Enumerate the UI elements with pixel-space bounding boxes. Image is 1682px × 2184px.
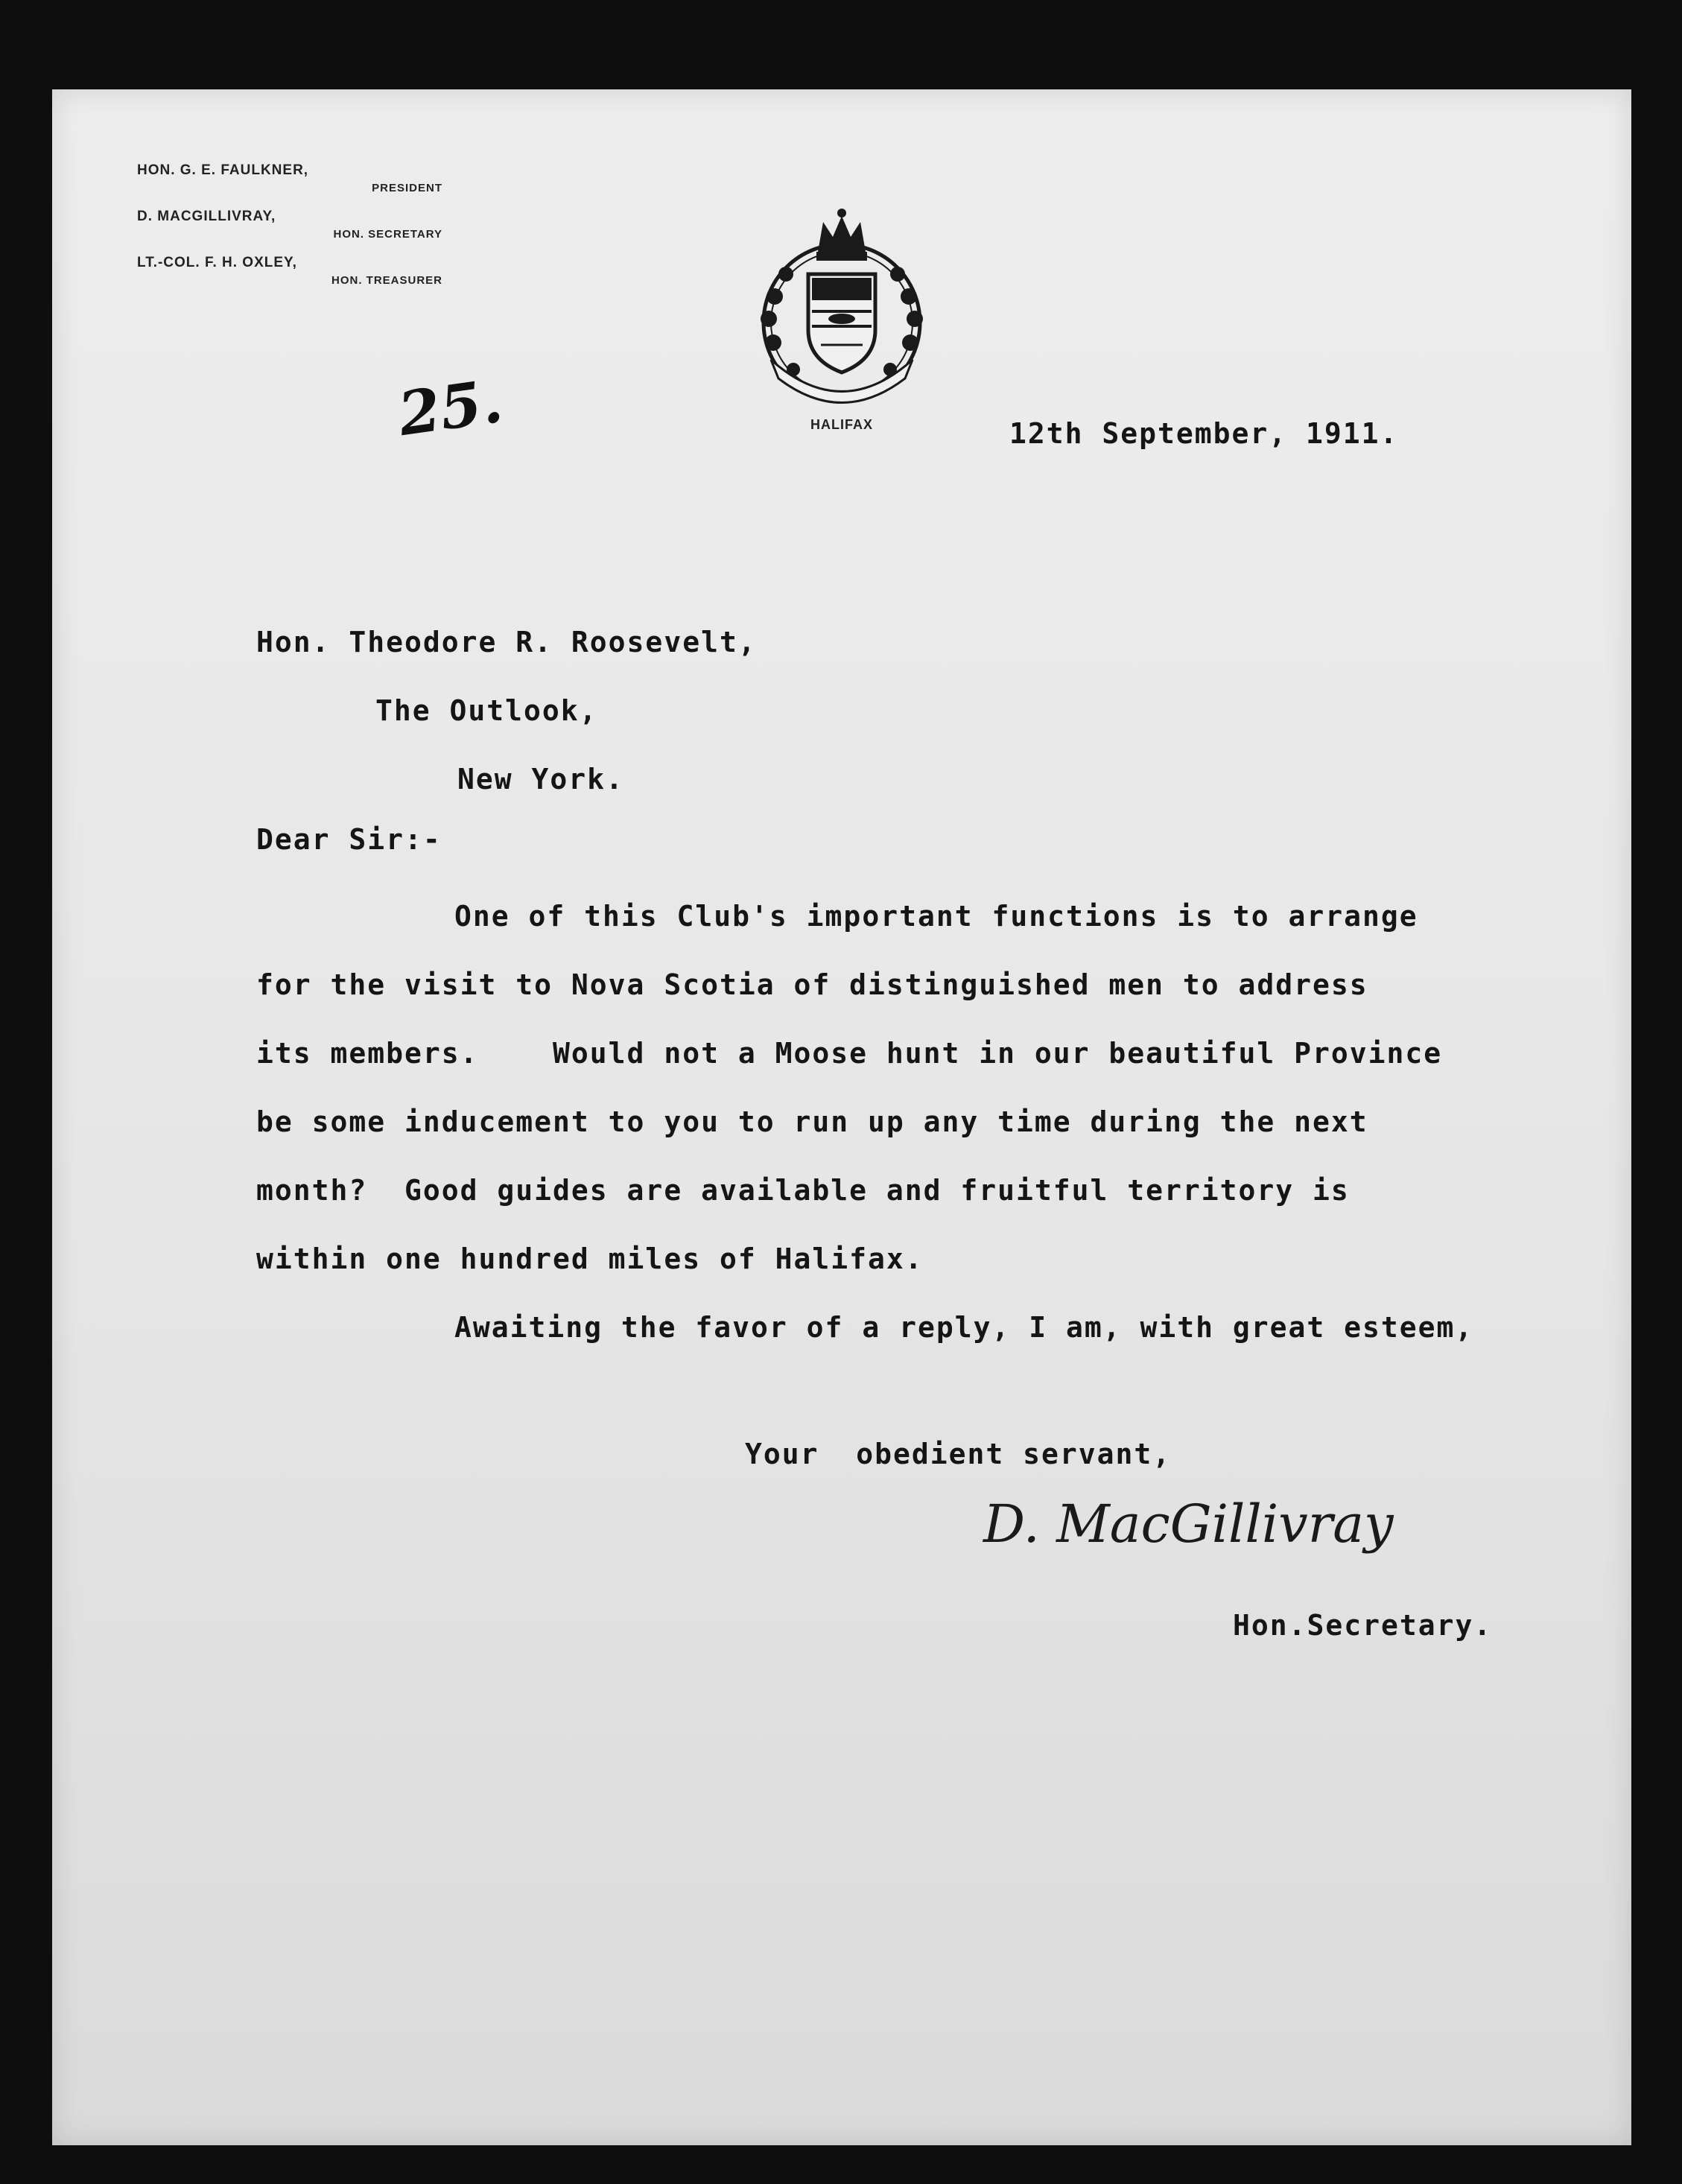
closing: Your obedient servant, [745, 1438, 1172, 1470]
body-line: be some inducement to you to run up any time during the next [256, 1105, 1368, 1138]
handwritten-signature: D. MacGillivray [983, 1493, 1394, 1555]
officer-name: D. MACGILLIVRAY, [137, 209, 276, 224]
body-line: month? Good guides are available and fruitful territory is [256, 1174, 1350, 1207]
officer-role: HON. SECRETARY [333, 228, 442, 241]
club-crest [752, 200, 946, 453]
handwritten-annotation: 25. [394, 365, 507, 450]
body-line: within one hundred miles of Halifax. [256, 1242, 924, 1275]
body-line: its members. Would not a Moose hunt in our beautiful Province [256, 1037, 1443, 1070]
officer-name: HON. G. E. FAULKNER, [137, 162, 309, 178]
letter-sheet [52, 89, 1631, 2145]
salutation: Dear Sir:- [256, 823, 442, 856]
body-line: Awaiting the favor of a reply, I am, with great esteem, [454, 1311, 1474, 1344]
officer-name: LT.-COL. F. H. OXLEY, [137, 255, 297, 270]
officers-list [137, 161, 472, 299]
officer-role: PRESIDENT [372, 182, 442, 194]
crest-emblem-icon [752, 200, 931, 416]
signer-title: Hon.Secretary. [1233, 1609, 1493, 1642]
officer-role: HON. TREASURER [331, 274, 442, 287]
letter-date: 12th September, 1911. [1009, 417, 1399, 450]
address-line: The Outlook, [375, 694, 598, 727]
body-line: One of this Club's important functions is to arrange [454, 900, 1418, 933]
body-line: for the visit to Nova Scotia of distinguished men to address [256, 968, 1368, 1001]
address-line: New York. [457, 763, 624, 796]
crest-city-label: HALIFAX [810, 417, 873, 432]
address-line: Hon. Theodore R. Roosevelt, [256, 626, 757, 658]
